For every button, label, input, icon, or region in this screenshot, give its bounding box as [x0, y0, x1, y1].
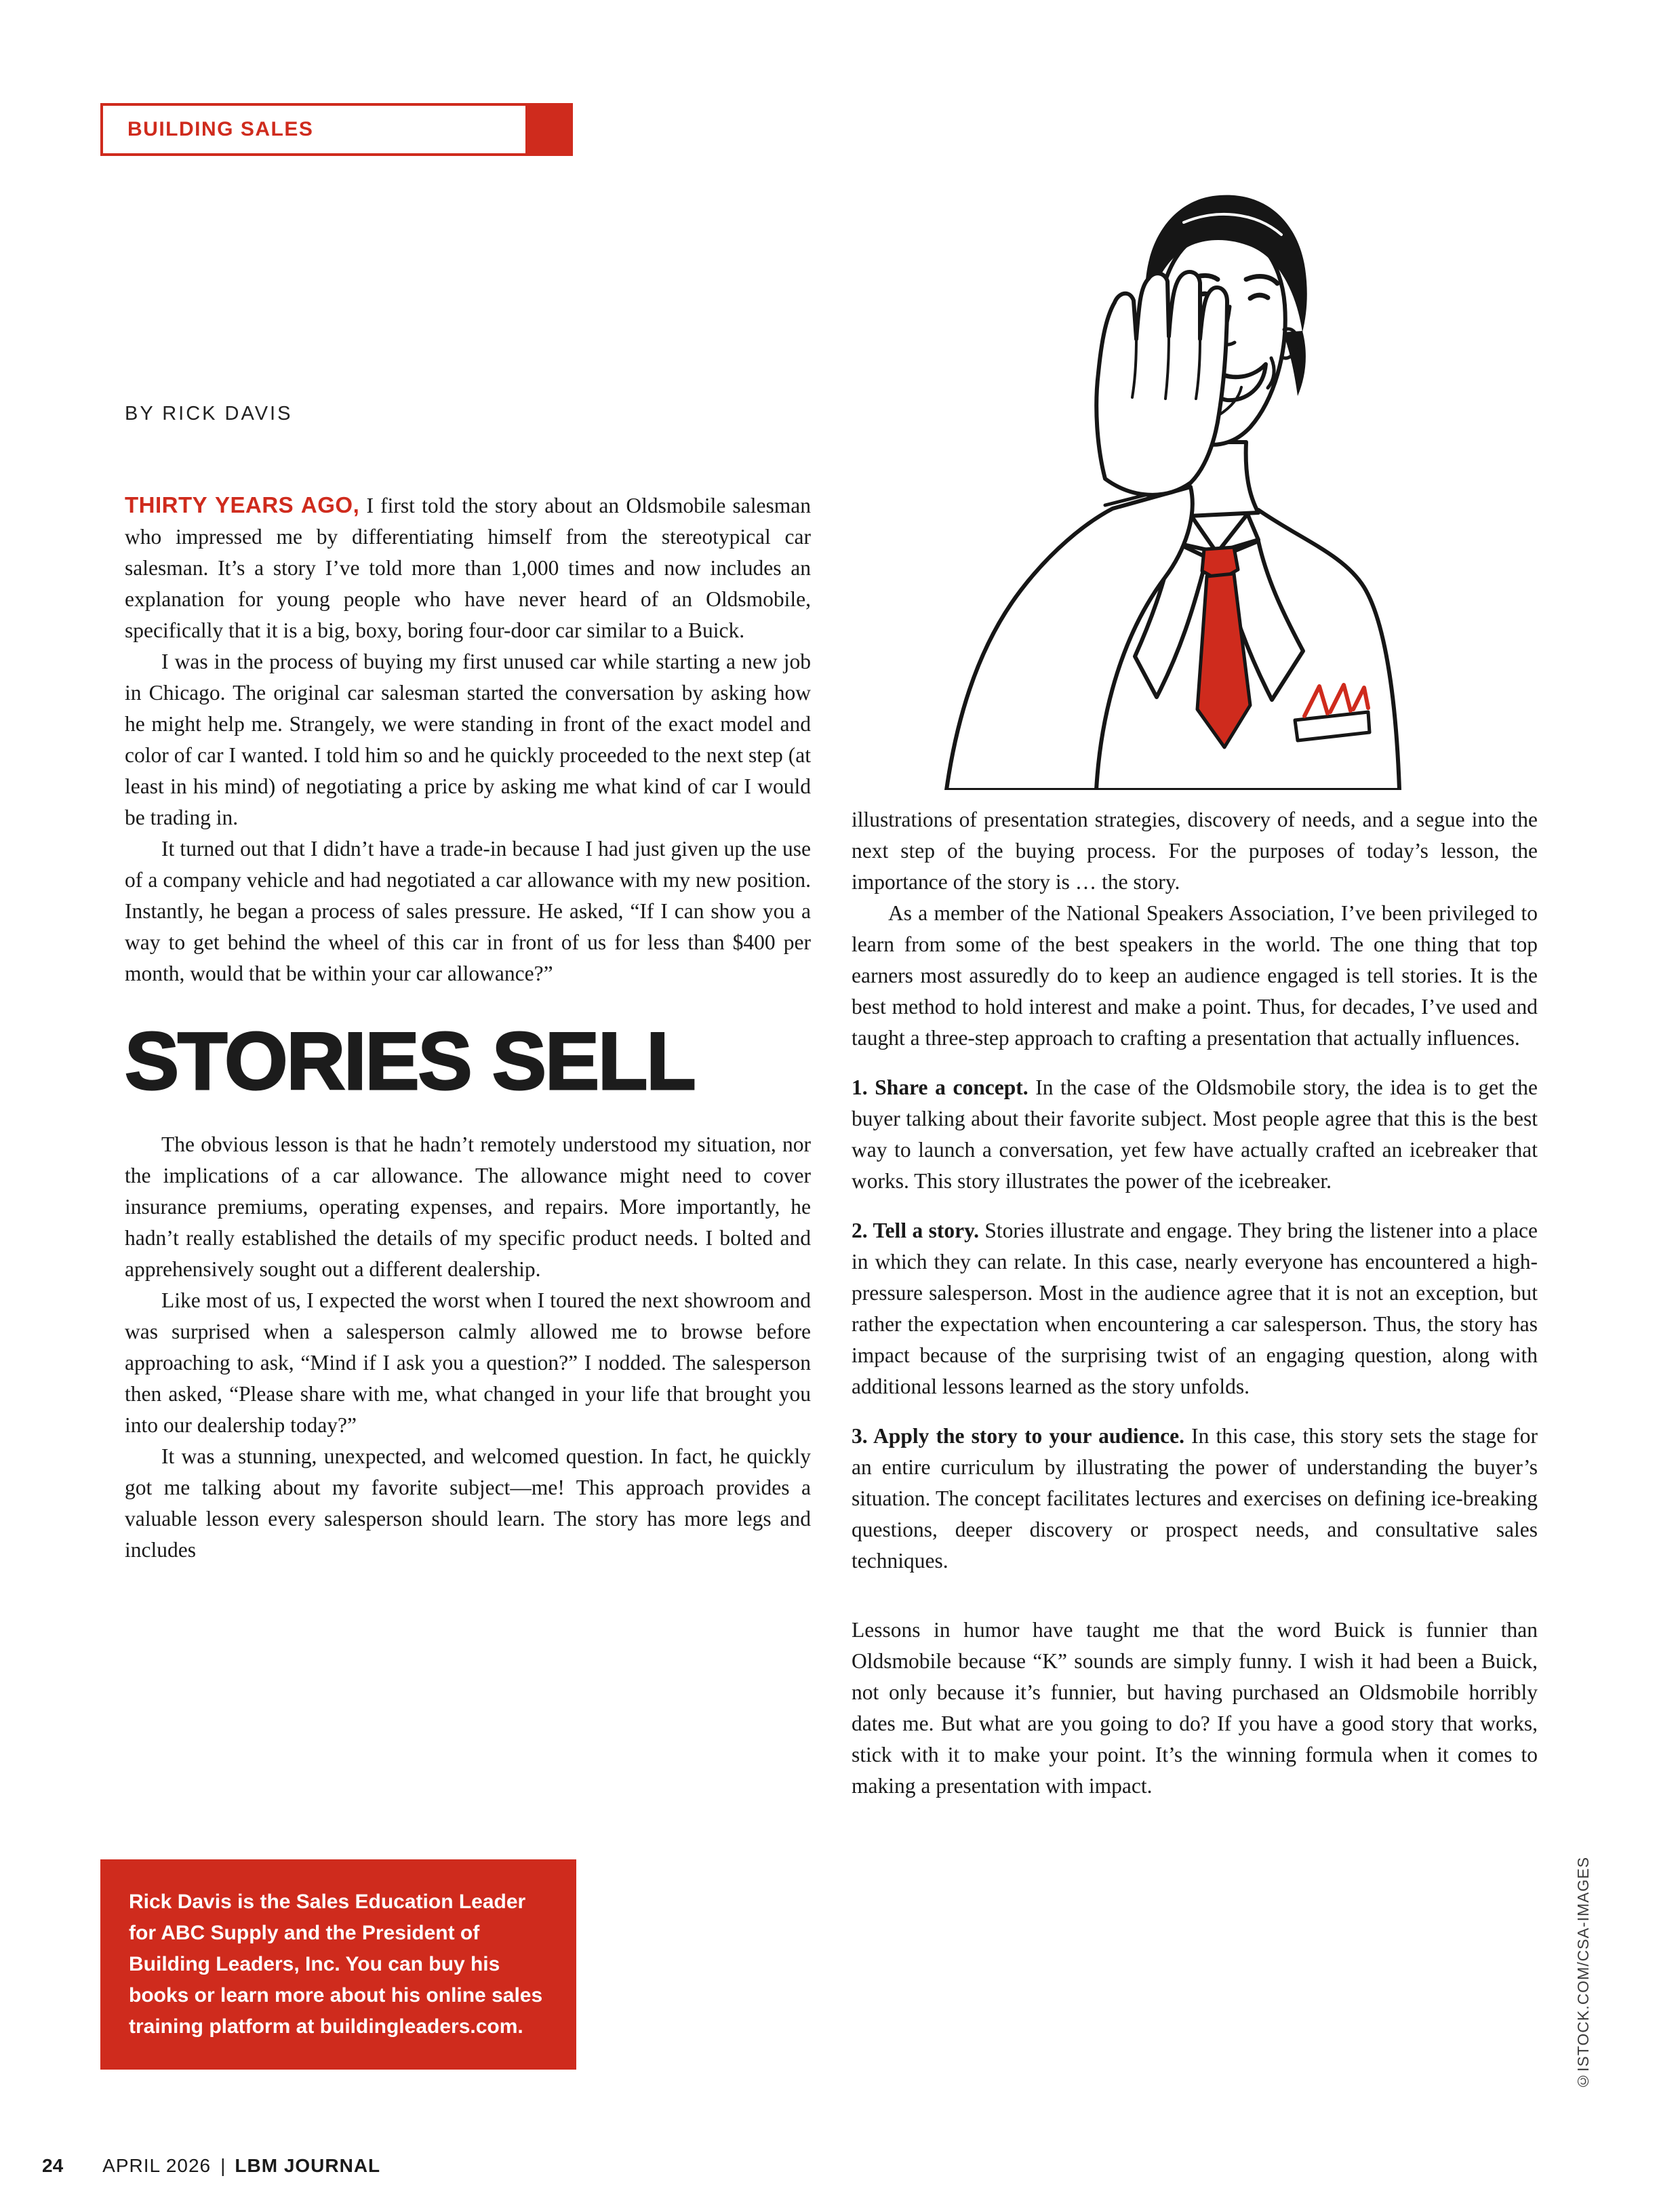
paragraph-text: I first told the story about an Oldsmobile salesman who impressed me by differentiating himself from the stereotypical car salesman. It’s a story I’ve told more than 1,000 times and now includes an explanation for young people who have never heard of an Oldsmobile, specifically that it is a big, boxy, boring four-door car similar to a Buick. — [125, 494, 811, 642]
paragraph: The obvious lesson is that he hadn’t remotely understood my situation, nor the implications of a car allowance. The allowance might need to cover insurance premiums, operating expenses, and repairs. More importantly, he hadn’t really established the details of my specific product needs. I bolted and apprehensively sought out a different dealership. — [125, 1132, 811, 1281]
page-number: 24 — [42, 2155, 64, 2176]
announcer-illustration — [866, 136, 1416, 790]
step-lead: 2. Tell a story. — [852, 1219, 979, 1242]
step-lead: 1. Share a concept. — [852, 1075, 1028, 1099]
section-kicker — [100, 103, 573, 156]
photo-credit: ©ISTOCK.COM/CSA-IMAGES — [1574, 1856, 1592, 2090]
paragraph-intro — [125, 490, 811, 646]
paragraph: As a member of the National Speakers Association, I’ve been privileged to learn from some of the best speakers in the world. The one thing that top earners most assuredly do to keep an audience engaged is tell stories. It is the best method to hold interest and make a point. Thus, for decades, I’ve used and taught a three-step approach to crafting a presentation that actually influences. — [852, 901, 1538, 1050]
author-bio-box: Rick Davis is the Sales Education Leader for ABC Supply and the President of Building Leaders, Inc. You can buy his books or learn more about his online sales training platform at buildingleaders.com. — [100, 1859, 576, 2070]
paragraph-step-2 — [852, 1215, 1538, 1402]
paragraph-step-3 — [852, 1421, 1538, 1577]
paragraph: It turned out that I didn’t have a trade-in because I had just given up the use of a company vehicle and had negotiated a car allowance with my new position. Instantly, he began a process of sales pressure. He asked, “If I can show you a way to get behind the wheel of this car in front of us for less than $400 per month, would that be within your car allowance?” — [125, 837, 811, 985]
paragraph-text: Stories illustrate and engage. They bring the listener into a place in which they can relate. In this case, nearly everyone has encountered a high-pressure salesperson. Most in the audience agree that it is not an exception, but rather the expectation when encountering a car salesperson. Thus, the story has impact because of the surprising twist of an engaging question, along with additional lessons learned as the story unfolds. — [852, 1219, 1538, 1398]
step-lead: 3. Apply the story to your audience. — [852, 1424, 1184, 1448]
paragraph-text: In this case, this story sets the stage for an entire curriculum by illustrating the power of understanding the buyer’s situation. The concept facilitates lectures and exercises on defining ice-breaking questions, deeper discovery or prospect needs, and consultative sales techniques. — [852, 1424, 1538, 1573]
byline: BY RICK DAVIS — [125, 403, 293, 424]
footer-separator: | — [220, 2155, 226, 2176]
paragraph: Lessons in humor have taught me that the word Buick is funnier than Oldsmobile because “K” sounds are simply funny. I wish it had been a Buick, not only because it’s funnier, but having purchased an Oldsmobile horribly dates me. But what are you going to do? If you have a good story that works, stick with it to make your point. It’s the winning formula when it comes to making a presentation with impact. — [852, 1618, 1538, 1798]
paragraph: I was in the process of buying my first unused car while starting a new job in Chicago. The original car salesman started the conversation by asking how he might help me. Strangely, we were standing in front of the exact model and color of car I wanted. I told him so and he quickly proceeded to the next step (at least in his mind) of negotiating a price by asking me what kind of car I would be trading in. — [125, 650, 811, 829]
left-column — [125, 490, 811, 1566]
paragraph-text: In the case of the Oldsmobile story, the idea is to get the buyer talking about their favorite subject. Most people agree that this is the best way to launch a conversation, yet few have actually crafted an icebreaker that works. This story illustrates the power of the icebreaker. — [852, 1075, 1538, 1193]
issue-date: APRIL 2026 — [102, 2155, 212, 2176]
paragraph: Like most of us, I expected the worst when I toured the next showroom and was surprised when a salesperson calmly allowed me to browse before approaching to ask, “Mind if I ask you a question?” I nodded. The salesperson then asked, “Please share with me, what changed in your life that brought you into our dealership today?” — [125, 1288, 811, 1437]
paragraph: illustrations of presentation strategies, discovery of needs, and a segue into the next step of the buying process. For the purposes of today’s lesson, the importance of the story is … the story. — [852, 808, 1538, 894]
lead-in-text: THIRTY YEARS AGO, — [125, 492, 360, 517]
paragraph-step-1 — [852, 1072, 1538, 1197]
right-column — [852, 804, 1538, 1802]
kicker-red-block — [525, 106, 570, 153]
article-headline: STORIES SELL — [125, 1016, 695, 1107]
announcer-man-drawing — [866, 136, 1416, 790]
section-kicker-label: BUILDING SALES — [127, 118, 314, 140]
paragraph: It was a stunning, unexpected, and welcomed question. In fact, he quickly got me talking about my favorite subject—me! This approach provides a valuable lesson every salesperson should learn. The story has more legs and includes — [125, 1444, 811, 1562]
journal-name: LBM JOURNAL — [235, 2155, 381, 2176]
page-footer — [42, 2155, 380, 2177]
